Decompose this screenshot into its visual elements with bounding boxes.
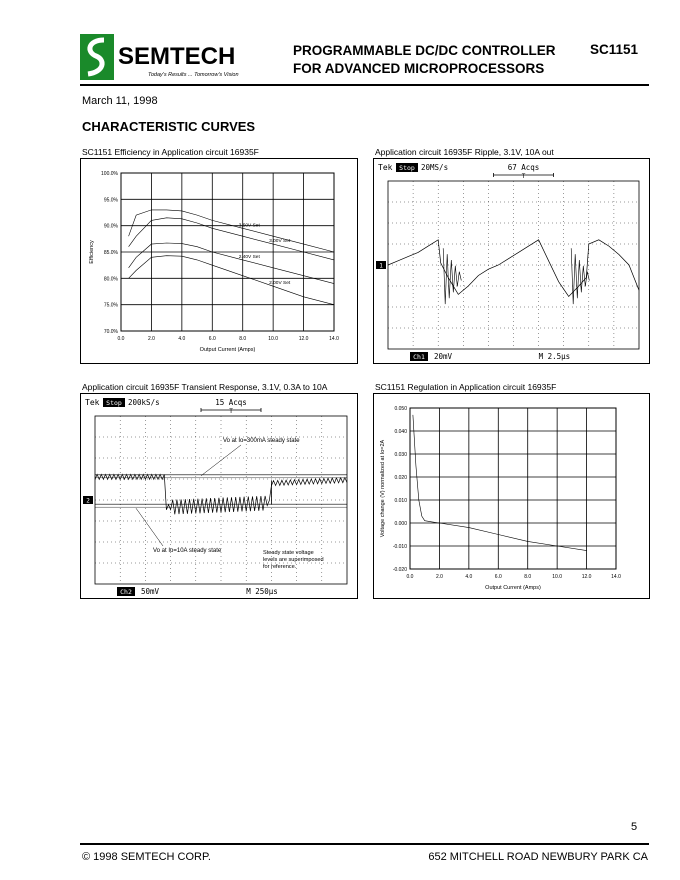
y-tick-label: 0.000 (394, 521, 407, 527)
y-tick-label: 90.0% (103, 223, 118, 230)
footer-scale: 50mV (141, 587, 160, 596)
series-label: 2.00V Set (269, 281, 291, 287)
annotation-note-line: for reference. (263, 564, 297, 570)
x-tick-label: 6.0 (494, 574, 502, 580)
x-tick-label: 12.0 (298, 336, 309, 342)
x-tick-label: 2.0 (435, 574, 443, 580)
scope-brand: Tek (378, 163, 393, 172)
series-label: 3.00V Set (269, 239, 291, 245)
scope-brand: Tek (85, 398, 100, 407)
x-tick-label: 4.0 (465, 574, 473, 580)
page-number: 5 (631, 821, 638, 833)
y-axis-label: Voltage change (V) normalized at Io=2A (380, 439, 386, 538)
ripple-ringing (571, 248, 589, 304)
transient-scope (81, 394, 357, 598)
footer-scale: 20mV (434, 352, 453, 361)
scope-mode: Stop (399, 164, 415, 172)
y-tick-label: 80.0% (103, 276, 118, 283)
y-tick-label: -0.020 (392, 567, 407, 573)
x-tick-label: 0.0 (117, 336, 125, 342)
header-rule (80, 84, 649, 86)
efficiency-chart (81, 159, 357, 363)
annotation-300ma-leader (201, 445, 241, 476)
ripple-ringing (443, 248, 461, 304)
doc-title-line1: PROGRAMMABLE DC/DC CONTROLLER (293, 43, 556, 58)
trigger-marker: T (521, 173, 526, 180)
doc-date: March 11, 1998 (82, 95, 158, 107)
transient-scope-panel (80, 393, 358, 599)
x-tick-label: 8.0 (239, 336, 247, 342)
efficiency-chart-panel (80, 158, 358, 364)
annotation-10a-leader (136, 508, 163, 546)
x-tick-label: 10.0 (268, 336, 279, 342)
caption-efficiency: SC1151 Efficiency in Application circuit 16935F (82, 147, 259, 157)
y-tick-label: 0.040 (394, 429, 407, 435)
y-tick-label: 75.0% (103, 302, 118, 309)
caption-ripple: Application circuit 16935F Ripple, 3.1V, 10A out (375, 147, 554, 157)
x-tick-label: 8.0 (524, 574, 532, 580)
y-tick-label: 85.0% (103, 250, 118, 256)
series-label: 2.40V Set (238, 254, 260, 260)
section-title: CHARACTERISTIC CURVES (82, 119, 256, 134)
x-tick-label: 10.0 (552, 574, 563, 580)
footer-channel: Ch2 (120, 588, 132, 596)
y-tick-label: 70.0% (103, 329, 118, 335)
y-axis-label: Efficiency (89, 240, 95, 264)
y-tick-label: 0.020 (394, 475, 407, 481)
y-tick-label: 95.0% (103, 197, 118, 204)
ripple-scope-panel (373, 158, 650, 364)
x-tick-label: 14.0 (611, 574, 621, 580)
footer-timebase: M 2.5µs (538, 352, 571, 361)
brand-tagline: Today's Results ... Tomorrow's Vision (148, 72, 239, 78)
series-label: 3.50V Set (238, 223, 260, 229)
x-tick-label: 14.0 (329, 336, 339, 342)
x-tick-label: 4.0 (178, 336, 186, 342)
footer-timebase: M 250µs (246, 587, 278, 596)
x-tick-label: 6.0 (208, 336, 216, 342)
caption-regulation: SC1151 Regulation in Application circuit 16935F (375, 382, 557, 392)
y-tick-label: 0.010 (394, 498, 407, 504)
ripple-scope (374, 159, 649, 363)
x-tick-label: 0.0 (406, 574, 414, 580)
annotation-note (263, 550, 324, 570)
scope-acquisitions: 67 Acqs (507, 163, 540, 172)
channel-marker: 2 (86, 497, 90, 505)
regulation-chart (374, 394, 649, 598)
y-tick-label: -0.010 (392, 544, 407, 550)
regulation-chart-panel (373, 393, 650, 599)
brand-name: SEMTECH (118, 43, 236, 70)
part-number: SC1151 (590, 42, 639, 57)
series-line (413, 415, 587, 551)
plot-frame (410, 408, 616, 569)
y-tick-label: 0.030 (394, 452, 407, 458)
annotation-note-line: Steady state voltage (263, 550, 314, 556)
scope-sample-rate: 200kS/s (128, 398, 160, 407)
caption-transient: Application circuit 16935F Transient Response, 3.1V, 0.3A to 10A (82, 382, 328, 392)
footer-rule (80, 843, 649, 845)
channel-marker: 1 (379, 262, 383, 270)
annotation-note-line: levels are superimposed (263, 557, 324, 563)
trigger-marker: T (229, 408, 233, 415)
annotation-300ma: Vo at Io=300mA steady state (223, 438, 300, 444)
scope-mode: Stop (106, 399, 122, 407)
x-tick-label: 12.0 (581, 574, 592, 580)
doc-title-line2: FOR ADVANCED MICROPROCESSORS (293, 61, 545, 76)
y-tick-label: 0.050 (394, 406, 407, 412)
semtech-logo (80, 34, 280, 82)
footer-copyright: © 1998 SEMTECH CORP. (82, 851, 211, 863)
scope-acquisitions: 15 Acqs (215, 398, 247, 407)
annotation-10a: Vo at Io=10A steady state (153, 548, 222, 554)
doc-title (293, 42, 573, 78)
x-axis-label: Output Current (Amps) (199, 347, 256, 353)
y-tick-label: 100.0% (101, 171, 118, 177)
x-tick-label: 2.0 (147, 336, 155, 342)
footer-address: 652 MITCHELL ROAD NEWBURY PARK CA (428, 851, 648, 863)
ripple-trace (388, 240, 639, 297)
footer-channel: Ch1 (413, 353, 425, 361)
x-axis-label: Output Current (Amps) (485, 585, 541, 591)
scope-sample-rate: 20MS/s (421, 163, 449, 172)
